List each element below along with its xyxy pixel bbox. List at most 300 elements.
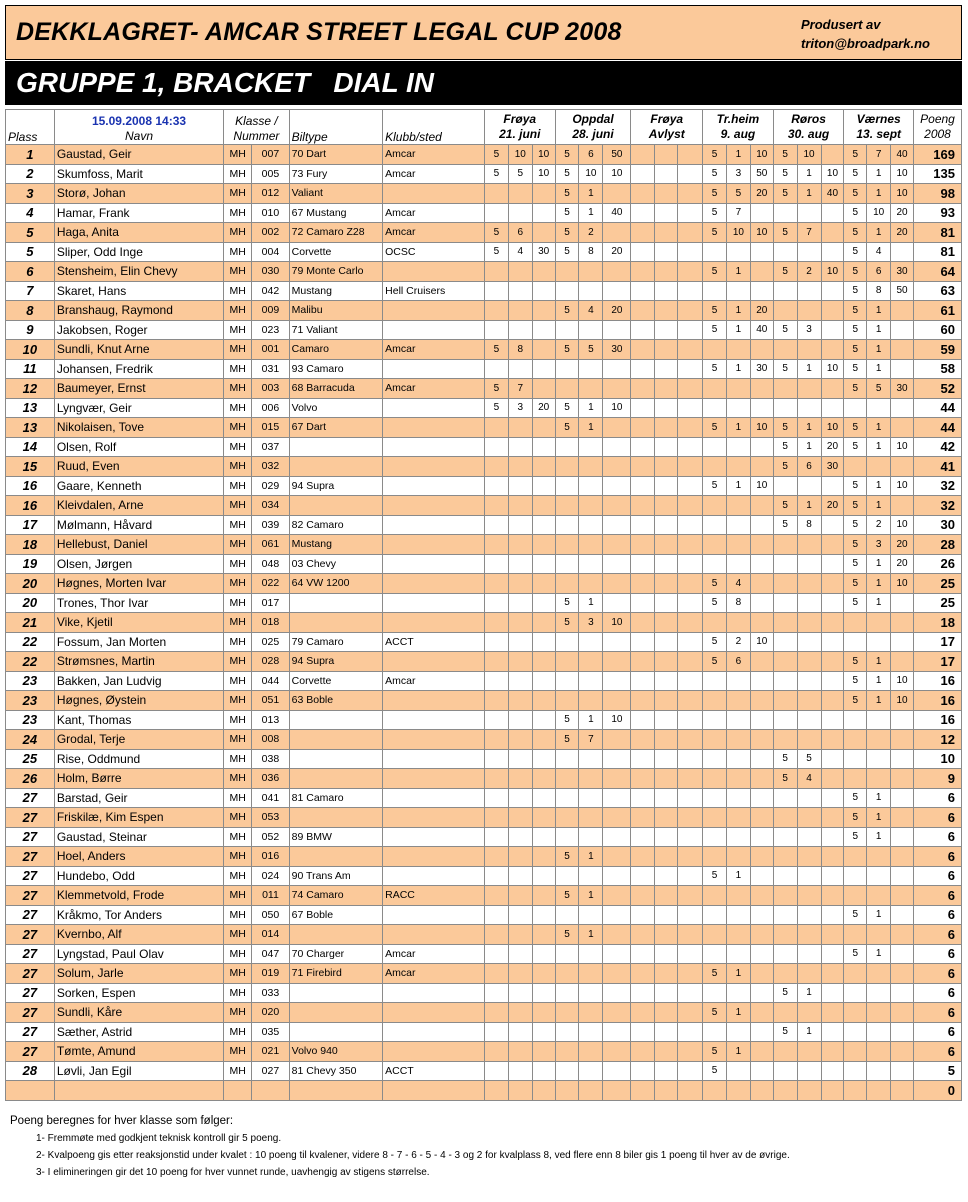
event-1-score [484, 691, 508, 711]
row-navn: Lyngvær, Geir [54, 398, 223, 418]
event-4-score [750, 262, 773, 282]
event-6-score [891, 301, 914, 321]
row-klasse: MH [224, 691, 252, 711]
event-4-score: 5 [703, 262, 727, 282]
event-5-score [821, 145, 844, 165]
event-5-score [797, 730, 821, 750]
group-title: GRUPPE 1, BRACKET DIAL IN [16, 67, 434, 98]
row-klasse: MH [224, 983, 252, 1003]
row-klubb [383, 1022, 485, 1042]
event-5-score [821, 593, 844, 613]
col-header-poeng-bottom: 2008 [924, 127, 951, 141]
event-2-score: 5 [555, 886, 579, 906]
event-1-score [532, 457, 555, 477]
event-5-score [797, 671, 821, 691]
row-biltype [289, 983, 383, 1003]
row-klasse: MH [224, 964, 252, 984]
row-navn: Hellebust, Daniel [54, 535, 223, 555]
timestamp: 15.09.2008 14:33 [91, 114, 187, 128]
event-3-score [631, 242, 655, 262]
row-poeng: 64 [913, 262, 961, 282]
row-plass: 27 [6, 808, 55, 828]
row-nummer: 016 [252, 847, 289, 867]
event-2-score [603, 379, 631, 399]
row-biltype: Volvo 940 [289, 1042, 383, 1062]
row-nummer: 011 [252, 886, 289, 906]
event-2-score [603, 476, 631, 496]
event-1-score [508, 1022, 532, 1042]
event-3-score [655, 691, 678, 711]
event-3-score [631, 535, 655, 555]
table-row [6, 418, 962, 438]
event-2-score [555, 983, 579, 1003]
table-row [6, 281, 962, 301]
event-6-score: 1 [867, 340, 891, 360]
row-navn: Rise, Oddmund [54, 749, 223, 769]
event-4-score [703, 671, 727, 691]
event-5-score [773, 710, 797, 730]
event-3-score [655, 398, 678, 418]
event-4-score [726, 1022, 750, 1042]
event-2-score [555, 769, 579, 789]
row-plass: 27 [6, 983, 55, 1003]
event-5-score [797, 1061, 821, 1081]
row-navn: Nikolaisen, Tove [54, 418, 223, 438]
row-klubb [383, 827, 485, 847]
event-3-score [678, 184, 703, 204]
event-3-score [655, 632, 678, 652]
event-1-score: 5 [484, 340, 508, 360]
event-6-score: 1 [867, 437, 891, 457]
event-5-score [773, 1042, 797, 1062]
row-navn: Ruud, Even [54, 457, 223, 477]
row-klubb [383, 359, 485, 379]
event-3-score [631, 652, 655, 672]
row-plass: 28 [6, 1061, 55, 1081]
note-item: 1- Fremmøte med godkjent teknisk kontroll gir 5 poeng. [36, 1133, 282, 1144]
event-1-score [484, 476, 508, 496]
row-klasse: MH [224, 418, 252, 438]
event-2-score [603, 827, 631, 847]
event-6-score: 5 [844, 691, 867, 711]
event-4-score: 7 [726, 203, 750, 223]
row-klasse: MH [224, 866, 252, 886]
event-5-score: 10 [821, 164, 844, 184]
row-biltype: 68 Barracuda [289, 379, 383, 399]
event-5-score [821, 1022, 844, 1042]
event-4-score [703, 788, 727, 808]
event-1-score [532, 1003, 555, 1023]
event-4-score: 3 [726, 164, 750, 184]
event-header-1 [484, 110, 555, 145]
row-biltype: 94 Supra [289, 476, 383, 496]
event-4-score [750, 886, 773, 906]
row-klasse: MH [224, 593, 252, 613]
row-klubb [383, 730, 485, 750]
row-poeng: 41 [913, 457, 961, 477]
event-1-score [508, 886, 532, 906]
event-2-score [603, 788, 631, 808]
event-6-score: 5 [844, 340, 867, 360]
event-2-score: 5 [555, 398, 579, 418]
table-row [6, 184, 962, 204]
event-5-score [797, 398, 821, 418]
row-plass: 16 [6, 476, 55, 496]
row-plass: 27 [6, 788, 55, 808]
event-5-score [821, 223, 844, 243]
event-6-score [891, 398, 914, 418]
event-1-score [484, 301, 508, 321]
event-4-score: 4 [726, 574, 750, 594]
event-3-score [631, 964, 655, 984]
row-poeng: 42 [913, 437, 961, 457]
event-2-score [603, 184, 631, 204]
event-1-score: 7 [508, 379, 532, 399]
event-6-score: 5 [844, 281, 867, 301]
event-6-score: 5 [844, 301, 867, 321]
event-2-score [603, 418, 631, 438]
event-3-score [678, 320, 703, 340]
event-1-score [532, 496, 555, 516]
row-poeng: 16 [913, 710, 961, 730]
event-1-score [484, 359, 508, 379]
event-5-score [797, 905, 821, 925]
event-2-score [579, 496, 603, 516]
event-6-score [867, 925, 891, 945]
event-2-score: 1 [579, 886, 603, 906]
event-3-score [678, 515, 703, 535]
event-3-score [631, 1081, 655, 1101]
event-4-score [750, 905, 773, 925]
event-3-score [655, 1022, 678, 1042]
event-1-score [532, 769, 555, 789]
event-1-score [484, 1003, 508, 1023]
event-6-score: 5 [844, 905, 867, 925]
event-4-score: 1 [726, 476, 750, 496]
event-1-score [508, 632, 532, 652]
event-4-score: 5 [703, 574, 727, 594]
event-3-score [631, 1003, 655, 1023]
event-3-score [631, 301, 655, 321]
event-4-score [703, 515, 727, 535]
event-4-score [726, 242, 750, 262]
row-navn: Trones, Thor Ivar [54, 593, 223, 613]
event-5-score: 5 [773, 418, 797, 438]
event-5-score [797, 847, 821, 867]
event-1-score: 5 [484, 164, 508, 184]
event-5-score [821, 320, 844, 340]
row-biltype: 71 Valiant [289, 320, 383, 340]
event-5-score [821, 866, 844, 886]
event-4-score: 50 [750, 164, 773, 184]
event-3-score [655, 379, 678, 399]
event-3-score [655, 164, 678, 184]
event-2-score [603, 964, 631, 984]
event-2-score: 1 [579, 593, 603, 613]
event-5-score [773, 866, 797, 886]
row-plass: 11 [6, 359, 55, 379]
row-navn: Branshaug, Raymond [54, 301, 223, 321]
event-6-score: 5 [844, 320, 867, 340]
table-row [6, 730, 962, 750]
event-6-score [891, 769, 914, 789]
event-1-score [532, 203, 555, 223]
row-poeng: 32 [913, 496, 961, 516]
event-1-score: 10 [532, 145, 555, 165]
event-3-score [655, 808, 678, 828]
event-6-score: 5 [844, 496, 867, 516]
event-3-score [655, 242, 678, 262]
event-3-score [678, 574, 703, 594]
event-4-score: 10 [750, 223, 773, 243]
event-5-score: 5 [773, 437, 797, 457]
event-1-score [508, 749, 532, 769]
event-1-score [532, 808, 555, 828]
event-3-score [631, 262, 655, 282]
event-4-score: 5 [703, 964, 727, 984]
event-1-score [532, 964, 555, 984]
row-plass: 23 [6, 710, 55, 730]
event-3-score [678, 1022, 703, 1042]
event-4-score [703, 886, 727, 906]
event-6-score: 5 [844, 223, 867, 243]
event-6-score [867, 964, 891, 984]
row-biltype: 67 Boble [289, 905, 383, 925]
col-header-klasse [224, 110, 289, 145]
event-4-score [703, 730, 727, 750]
row-klubb [383, 262, 485, 282]
table-row [6, 379, 962, 399]
event-3-score [631, 691, 655, 711]
event-6-score [867, 1003, 891, 1023]
event-6-score [867, 730, 891, 750]
row-klasse: MH [224, 613, 252, 633]
event-3-score [631, 886, 655, 906]
event-5-score [821, 886, 844, 906]
row-plass: 26 [6, 769, 55, 789]
event-1-score [532, 847, 555, 867]
event-2-score [579, 1003, 603, 1023]
event-5-score: 5 [773, 164, 797, 184]
results-table [5, 109, 962, 1101]
event-6-score: 20 [891, 554, 914, 574]
event-5-score [821, 398, 844, 418]
event-3-score [631, 1061, 655, 1081]
event-2-score [555, 535, 579, 555]
event-2-score [603, 457, 631, 477]
row-nummer: 033 [252, 983, 289, 1003]
event-6-score [844, 749, 867, 769]
event-6-score: 5 [844, 476, 867, 496]
event-3-score [655, 1081, 678, 1101]
row-nummer: 004 [252, 242, 289, 262]
row-poeng: 98 [913, 184, 961, 204]
event-2-score [603, 749, 631, 769]
event-5-score [773, 535, 797, 555]
table-row [6, 593, 962, 613]
event-4-score [703, 905, 727, 925]
note-item: 2- Kvalpoeng gis etter reaksjonstid under kvalet : 10 poeng til kvalener, videre 8 - 7 - 6 - 5 - 4 - 3 og 2 for kvalplass 8, ved flere enn 8 biler gis 1 poeng til hver av de øvrige. [36, 1150, 790, 1161]
row-navn: Skumfoss, Marit [54, 164, 223, 184]
row-poeng: 25 [913, 574, 961, 594]
event-name: Frøya [503, 112, 537, 126]
event-5-score [797, 593, 821, 613]
event-6-score: 5 [844, 535, 867, 555]
event-6-score [867, 710, 891, 730]
event-5-score [797, 866, 821, 886]
event-3-score [678, 281, 703, 301]
event-2-score [579, 788, 603, 808]
event-5-score [821, 476, 844, 496]
event-4-score [750, 437, 773, 457]
event-2-score [603, 359, 631, 379]
event-5-score [797, 1003, 821, 1023]
event-5-score [773, 652, 797, 672]
event-6-score: 5 [867, 379, 891, 399]
row-klubb [383, 184, 485, 204]
event-4-score: 1 [726, 301, 750, 321]
event-4-score [726, 496, 750, 516]
row-plass: 18 [6, 535, 55, 555]
row-navn: Grodal, Terje [54, 730, 223, 750]
row-plass: 20 [6, 574, 55, 594]
event-5-score: 5 [773, 749, 797, 769]
row-biltype [289, 769, 383, 789]
row-poeng: 6 [913, 886, 961, 906]
event-6-score: 5 [844, 574, 867, 594]
event-4-score: 1 [726, 418, 750, 438]
event-5-score: 20 [821, 437, 844, 457]
event-5-score [821, 808, 844, 828]
event-5-score [797, 476, 821, 496]
row-navn: Barstad, Geir [54, 788, 223, 808]
event-2-score [579, 808, 603, 828]
event-1-score [484, 593, 508, 613]
event-3-score [655, 866, 678, 886]
event-1-score [532, 866, 555, 886]
event-4-score [750, 847, 773, 867]
event-5-score: 5 [773, 223, 797, 243]
row-klubb [383, 1042, 485, 1062]
event-2-score [555, 379, 579, 399]
event-3-score [655, 496, 678, 516]
event-1-score [532, 574, 555, 594]
event-6-score [891, 788, 914, 808]
event-2-score: 7 [579, 730, 603, 750]
table-row [6, 515, 962, 535]
event-5-score [797, 379, 821, 399]
event-1-score [532, 749, 555, 769]
row-plass: 13 [6, 418, 55, 438]
event-2-score [579, 457, 603, 477]
event-3-score [655, 983, 678, 1003]
event-3-score [655, 925, 678, 945]
event-4-score [750, 749, 773, 769]
event-1-score [532, 223, 555, 243]
event-3-score [631, 769, 655, 789]
row-biltype [289, 437, 383, 457]
event-4-score [726, 379, 750, 399]
event-3-score [678, 593, 703, 613]
event-3-score [631, 457, 655, 477]
event-1-score: 5 [484, 398, 508, 418]
row-navn: Bakken, Jan Ludvig [54, 671, 223, 691]
event-2-score [555, 1061, 579, 1081]
event-2-score [579, 476, 603, 496]
event-1-score [484, 944, 508, 964]
event-2-score: 4 [579, 301, 603, 321]
event-6-score: 5 [844, 652, 867, 672]
row-poeng: 44 [913, 398, 961, 418]
row-klasse: MH [224, 925, 252, 945]
event-2-score [555, 944, 579, 964]
event-2-score [555, 574, 579, 594]
event-2-score [603, 769, 631, 789]
event-4-score [750, 964, 773, 984]
event-1-score [484, 886, 508, 906]
row-klasse: MH [224, 730, 252, 750]
row-poeng: 6 [913, 827, 961, 847]
event-5-score: 10 [821, 418, 844, 438]
event-3-score [678, 359, 703, 379]
event-4-score [726, 788, 750, 808]
event-6-score: 10 [891, 671, 914, 691]
event-3-score [655, 788, 678, 808]
event-1-score [508, 964, 532, 984]
event-1-score [508, 359, 532, 379]
event-2-score [603, 1061, 631, 1081]
event-5-score: 10 [821, 359, 844, 379]
event-1-score [484, 320, 508, 340]
event-3-score [678, 554, 703, 574]
event-5-score [773, 340, 797, 360]
row-biltype [289, 1081, 383, 1101]
event-3-score [631, 827, 655, 847]
row-navn: Johansen, Fredrik [54, 359, 223, 379]
event-4-score [750, 788, 773, 808]
event-5-score [821, 710, 844, 730]
event-2-score: 40 [603, 203, 631, 223]
event-2-score [579, 632, 603, 652]
event-1-score [532, 983, 555, 1003]
event-4-score [726, 827, 750, 847]
event-6-score [867, 866, 891, 886]
scoring-notes [10, 1113, 790, 1181]
event-1-score [484, 457, 508, 477]
event-1-score [484, 496, 508, 516]
row-nummer: 006 [252, 398, 289, 418]
event-5-score [773, 691, 797, 711]
row-klasse: MH [224, 164, 252, 184]
event-2-score [555, 1022, 579, 1042]
event-4-score: 1 [726, 320, 750, 340]
event-3-score [631, 379, 655, 399]
event-2-score [555, 554, 579, 574]
event-5-score [773, 632, 797, 652]
event-6-score: 5 [844, 184, 867, 204]
event-6-score: 4 [867, 242, 891, 262]
event-2-score [579, 749, 603, 769]
event-3-score [631, 496, 655, 516]
row-klubb [383, 905, 485, 925]
event-5-score [797, 613, 821, 633]
event-2-score [555, 866, 579, 886]
row-klasse: MH [224, 1042, 252, 1062]
event-1-score: 10 [508, 145, 532, 165]
event-1-score [508, 496, 532, 516]
event-5-score: 5 [773, 359, 797, 379]
event-date: 9. aug [720, 127, 756, 141]
